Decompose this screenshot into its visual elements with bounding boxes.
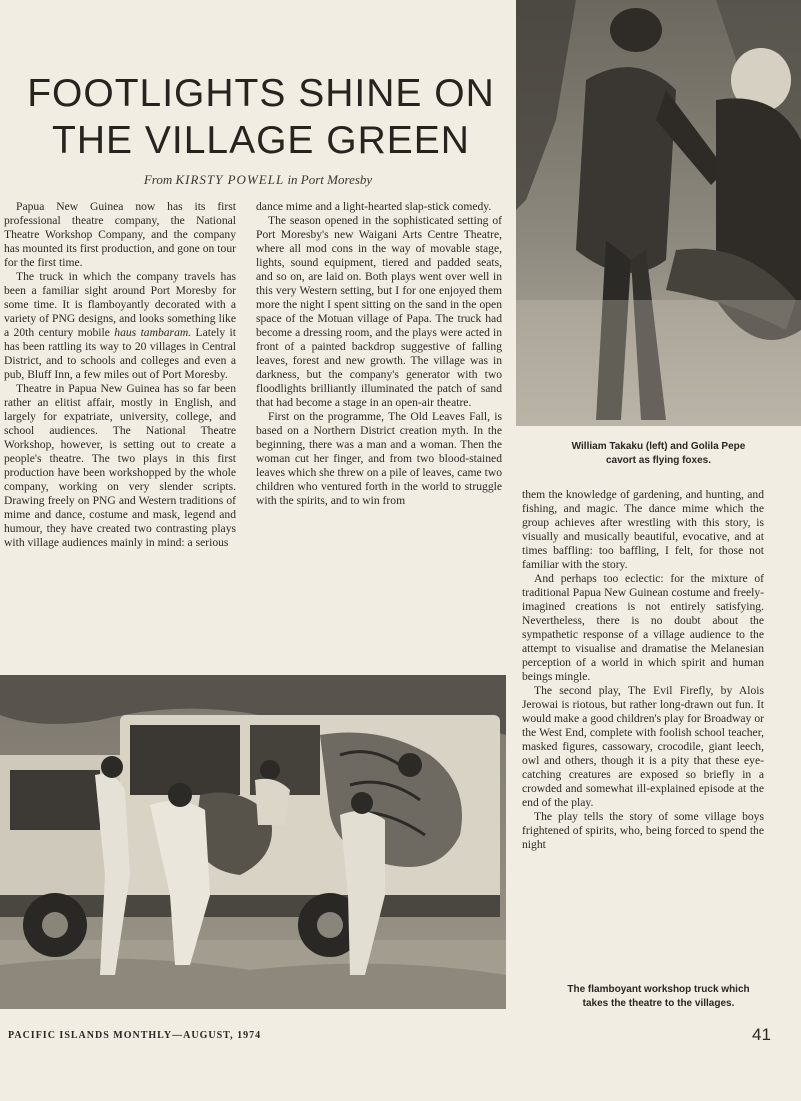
byline-place: in Port Moresby (287, 172, 373, 187)
headline-line-1: FOOTLIGHTS SHINE ON (27, 72, 495, 115)
caption-line: William Takaku (left) and Golila Pepe (571, 441, 746, 452)
text-column-2 (256, 200, 502, 508)
paragraph: The second play, The Evil Firefly, by Alois Jerowai is riotous, but rather long-drawn out fun. It would make a good children's play for Broadway or the West End, complete with foolish school teacher, masked figures, cassowary, crocodile, giant leech, owl and others, though it is a pity that these eye-catching creatures are exposed so briefly in a crowded and somewhat ill-explained episode at the end of the play. (522, 684, 764, 809)
byline-author: KIRSTY POWELL (175, 172, 285, 187)
byline (0, 172, 516, 188)
paragraph: The play tells the story of some village boys frightened of spirits, who, being forced to spend the night (522, 810, 764, 851)
byline-from: From (143, 172, 173, 187)
paragraph: First on the programme, The Old Leaves Fall, is based on a Northern District creation myth. In the beginning, there was a man and a woman. Then the woman cut her finger, and from two blood-stained leaves which she threw on a pile of leaves, came two children who ventured forth in the world to struggle with the spirits, and to win from (256, 410, 502, 507)
photo-caption-top (516, 440, 801, 468)
caption-line: The flamboyant workshop truck which (567, 984, 750, 995)
headline-line-2: THE VILLAGE GREEN (52, 119, 470, 162)
text-column-1 (4, 200, 236, 550)
page-number: 41 (752, 1025, 771, 1044)
caption-line: takes the theatre to the villages. (582, 998, 735, 1009)
paragraph: Papua New Guinea now has its first professional theatre company, the National Theatre Workshop Company, and the company has mounted its first production, and gone on tour for the first time. (4, 200, 236, 269)
paragraph: dance mime and a light-hearted slap-stick comedy. (256, 200, 492, 213)
workshop-truck-photo (0, 675, 506, 1009)
paragraph: The season opened in the sophisticated setting of Port Moresby's new Waigani Arts Centre Theatre, where all mod cons in the way of movable stage, lights, sound equipment, tiered and padded seats, and so on, are laid on. Both plays went over well in this very Western setting, but I for one enjoyed them more the night I spent sitting on the sand in the open space of the Motuan village of Papa. The truck had become a dressing room, and the plays were acted in front of a painted backdrop suggestive of falling leaves, forest and new growth. The village was in darkness, but the company's generator with two floodlights brilliantly illuminated the patch of sand that had become a stage in an open-air theatre. (256, 214, 502, 409)
italic-term: haus tambaram. (114, 326, 192, 339)
flying-foxes-photo (516, 0, 801, 426)
article-headline (16, 70, 506, 164)
paragraph: them the knowledge of gardening, and hunting, and fishing, and magic. The dance mime which the group achieves after wrestling with this story, is visually and musically beautiful, evocative, and at times baffling: too baffling, I felt, for those not familiar with the story. (522, 488, 764, 571)
photo-caption-bottom (516, 983, 801, 1011)
paragraph: Theatre in Papua New Guinea has so far been rather an elitist affair, mostly in English, and largely for expatriate, university, college, and school audiences. The National Theatre Workshop, however, is setting out to create a people's theatre. The two plays in this first production have been workshopped by the whole company, working on very slender scripts. Drawing freely on PNG and Western traditions of mime and dance, costume and mask, legend and humour, they have created two contrasting plays with village audiences mainly in mind: a serious (4, 382, 236, 549)
text-column-3 (522, 488, 764, 852)
paragraph (4, 270, 236, 382)
paragraph: And perhaps too eclectic: for the mixture of traditional Papua New Guinean costume and freely-imagined creations is not entirely satisfying. Nevertheless, there is no doubt about the sympathetic response of a village audience to the attempt to visualise and dramatise the Melanesian perception of a world in which spirit and human beings mingle. (522, 572, 764, 683)
paragraph-text: The truck in which the company travels has been a familiar sight around Port Moresby for some time. It is flamboyantly decorated with a variety of PNG designs, and looks something like a 20th century mobile (4, 270, 236, 339)
paragraph-text: Lately it has been rattling its way to 20 villages in Central District, and to schools and colleges and even a pub, Bluff Inn, a few miles out of Port Moresby. (4, 326, 236, 381)
caption-line: cavort as flying foxes. (605, 455, 712, 466)
publication-footer: PACIFIC ISLANDS MONTHLY—AUGUST, 1974 (8, 1030, 262, 1041)
